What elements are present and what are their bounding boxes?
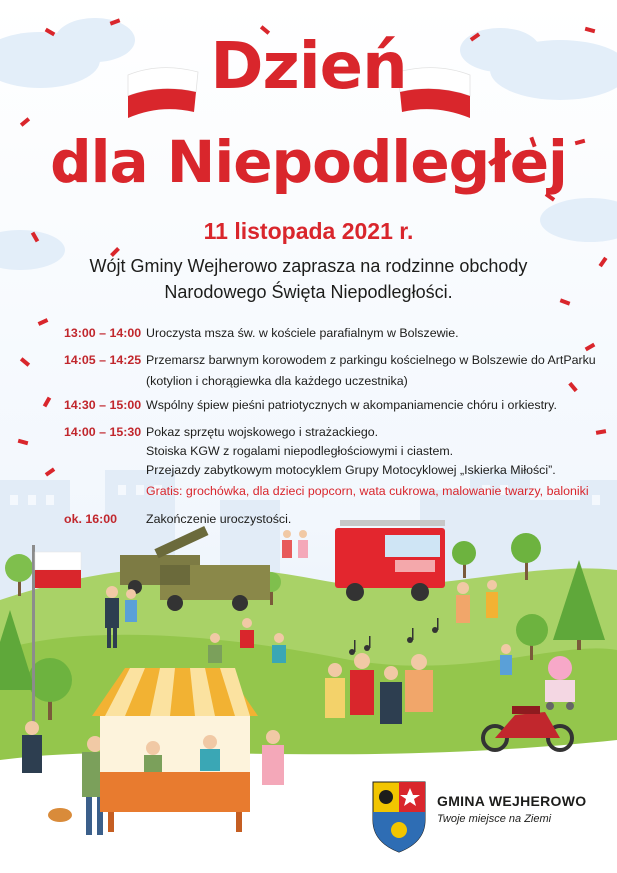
intro-text-line-2: Narodowego Święta Niepodległości. [164,282,453,302]
municipality-tagline: Twoje miejsce na Ziemi [437,813,552,825]
schedule-time: 14:30 – 15:00 [64,398,142,412]
title-line-1: Dzień [210,30,407,104]
schedule-description: Stoiska KGW z rogalami niepodległościowymi i ciastem. [146,444,454,458]
cotton-candy-stand-illustration [545,656,575,710]
schedule-description: Pokaz sprzętu wojskowego i strażackiego. [146,425,379,439]
schedule-description: Wspólny śpiew pieśni patriotycznych w akompaniamencie chóru i orkiestry. [146,398,557,412]
schedule-description: (kotylion i chorągiewka dla każdego uczestnika) [146,374,408,388]
schedule-time: ok. 16:00 [64,512,118,526]
schedule-description: Uroczysta msza św. w kościele parafialnym w Bolszewie. [146,326,459,340]
schedule-time: 13:00 – 14:00 [64,326,142,340]
schedule-time: 14:00 – 15:30 [64,425,142,439]
schedule-time: 14:05 – 14:25 [64,353,142,367]
event-date: 11 listopada 2021 r. [203,218,414,244]
schedule-description: Przemarsz barwnym korowodem z parkingu kościelnego w Bolszewie do ArtParku [146,353,596,367]
market-stall-illustration [92,668,258,832]
schedule-description: Zakończenie uroczystości. [146,512,292,526]
municipality-name: GMINA WEJHEROWO [437,793,587,809]
title-line-2: dla Niepodległej [50,128,567,196]
schedule-gratis-note: Gratis: grochówka, dla dzieci popcorn, wata cukrowa, malowanie twarzy, baloniki [146,484,589,498]
intro-text-line-1: Wójt Gminy Wejherowo zaprasza na rodzinne obchody [89,256,528,276]
schedule-description: Przejazdy zabytkowym motocyklem Grupy Motocyklowej „Iskierka Miłości”. [146,463,556,477]
